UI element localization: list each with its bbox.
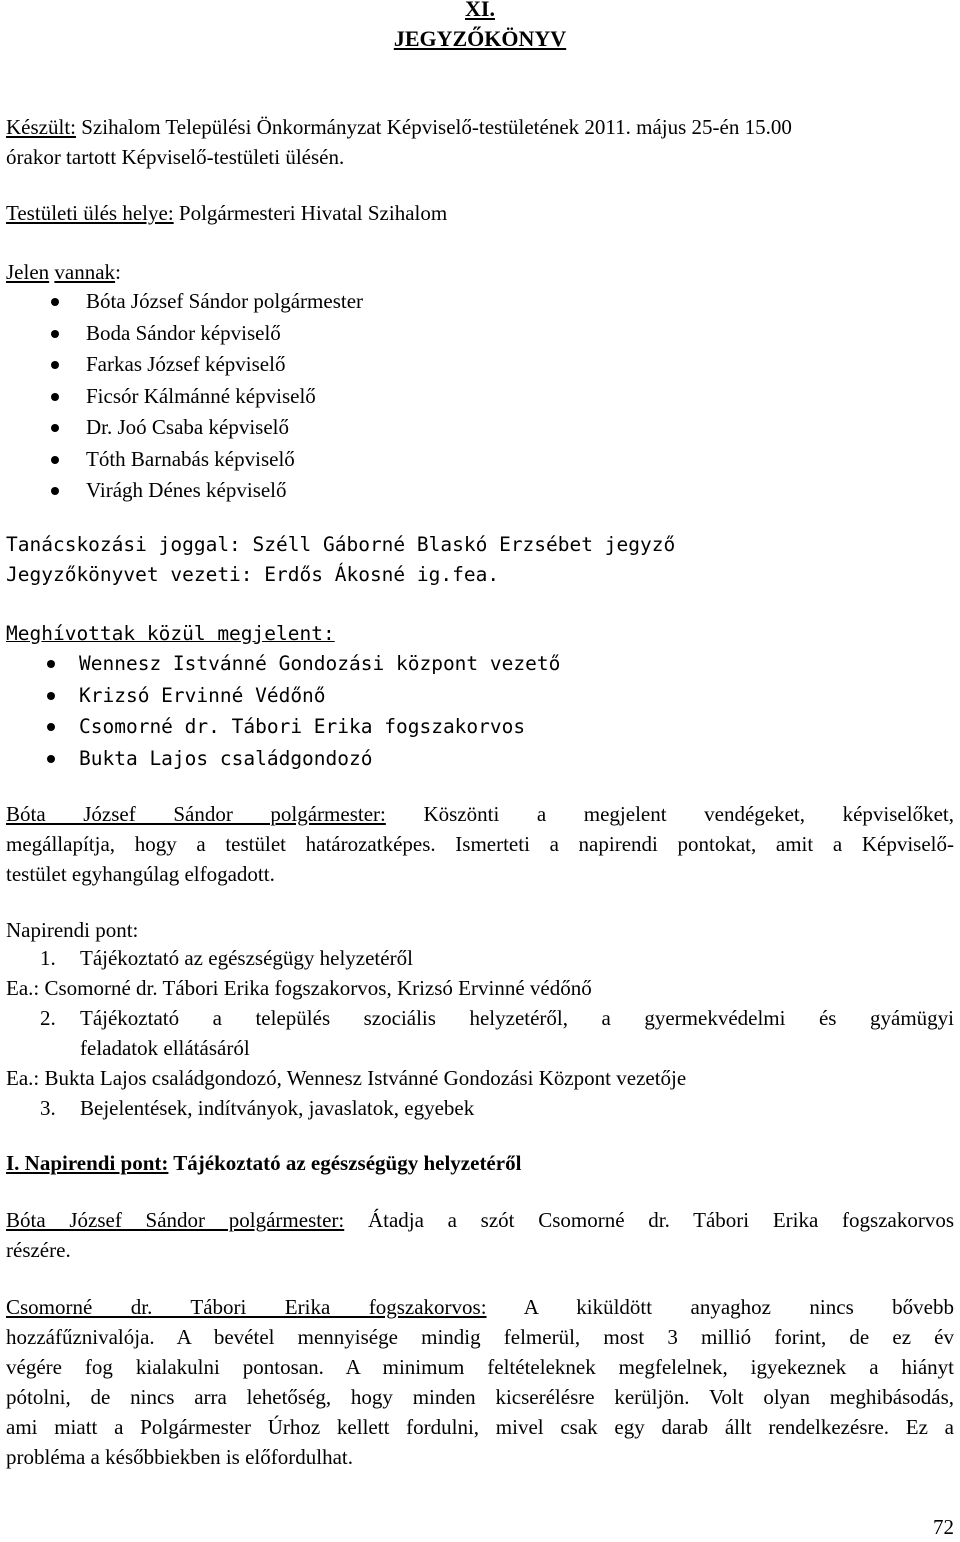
- mayor-handover-paragraph: Bóta József Sándor polgármester: Átadja a szót Csomorné dr. Tábori Erika fogszakorvos részére.: [6, 1208, 954, 1262]
- agenda-item: 2. Tájékoztató a település szociális helyzetéről, a gyermekvédelmi és gyámügyi: [40, 1006, 954, 1030]
- location-value: Polgármesteri Hivatal Szihalom: [173, 201, 448, 225]
- speaker-label: Bóta József Sándor polgármester:: [6, 802, 386, 826]
- section-heading: I. Napirendi pont: Tájékoztató az egészségügy helyzetéről: [6, 1151, 522, 1175]
- page-number: 72: [933, 1515, 954, 1539]
- speaker-label: Csomorné dr. Tábori Erika fogszakorvos:: [6, 1295, 487, 1319]
- list-item: Farkas József képviselő: [6, 349, 363, 381]
- present-label: Jelen vannak:: [6, 260, 121, 284]
- minutes-by-line: Jegyzőkönyvet vezeti: Erdős Ákosné ig.fea.: [6, 563, 500, 586]
- invited-label: Meghívottak közül megjelent:: [6, 622, 335, 645]
- agenda-list: 1. Tájékoztató az egészségügy helyzetéről Ea.: Csomorné dr. Tábori Erika fogszakorvos, Krizsó Ervinné védőnő 2. Tájékoztató a település szociális helyzetéről, a gyermekvédelmi és gyámügyi feladatok ellátásáról Ea.: Bukta Lajos családgondozó, Wennesz Istvánné Gondozási Központ vezetője 3. Bejelentések, indítványok, javaslatok, egyebek: [6, 943, 954, 1123]
- list-item: Dr. Joó Csaba képviselő: [6, 412, 363, 444]
- dentist-paragraph: Csomorné dr. Tábori Erika fogszakorvos: A kiküldött anyaghoz nincs bővebb hozzáfűznivalója. A bevétel mennyisége mindig felmerül, most 3 millió forint, de ez év végére fog kialakulni pontosan. A minimum feltételeknek megfelelnek, igyekeznek a hiányt pótolni, de nincs arra lehetőség, hogy minden kicserélésre kerüljön. Volt olyan meghibásodás, ami miatt a Polgármester Úrhoz kellett fordulni, mivel csak egy darab állt rendelkezésre. Ez a probléma a későbbiekben is előfordulhat.: [6, 1295, 954, 1469]
- list-item: Krizsó Ervinné Védőnő: [6, 680, 560, 712]
- mayor-opening-paragraph: Bóta József Sándor polgármester: Köszönti a megjelent vendégeket, képviselőket, megállapítja, hogy a testület határozatképes. Ismerteti a napirendi pontokat, amit a Képviselő- testület egyhangúlag elfogadott.: [6, 802, 954, 886]
- document-title: JEGYZŐKÖNYV: [393, 26, 567, 51]
- list-item: Bukta Lajos családgondozó: [6, 743, 560, 775]
- intro-text: Szihalom Települési Önkormányzat Képviselő-testületének 2011. május 25-én 15.00: [75, 115, 792, 139]
- agenda-label: Napirendi pont:: [6, 918, 139, 942]
- location-label: Testületi ülés helye:: [6, 201, 174, 225]
- list-item: Bóta József Sándor polgármester: [6, 286, 363, 318]
- list-item: Csomorné dr. Tábori Erika fogszakorvos: [6, 711, 560, 743]
- invited-list: [6, 648, 560, 774]
- agenda-presenter: Ea.: Bukta Lajos családgondozó, Wennesz Istvánné Gondozási Központ vezetője: [6, 1066, 687, 1090]
- document-header: [0, 0, 960, 54]
- chapter-number: XI.: [465, 0, 495, 21]
- speaker-label: Bóta József Sándor polgármester:: [6, 1208, 345, 1232]
- list-item: Wennesz Istvánné Gondozási központ vezető: [6, 648, 560, 680]
- intro-label: Készült:: [6, 115, 76, 139]
- intro-paragraph: [6, 112, 954, 172]
- list-item: Ficsór Kálmánné képviselő: [6, 381, 363, 413]
- agenda-item: 1. Tájékoztató az egészségügy helyzetéről: [40, 946, 413, 970]
- intro-text-line2: órakor tartott Képviselő-testületi ülésén.: [6, 145, 345, 169]
- present-list: [6, 286, 363, 507]
- agenda-presenter: Ea.: Csomorné dr. Tábori Erika fogszakorvos, Krizsó Ervinné védőnő: [6, 976, 592, 1000]
- list-item: Boda Sándor képviselő: [6, 318, 363, 350]
- location-line: [6, 198, 954, 228]
- advisory-line: Tanácskozási joggal: Széll Gáborné Blaskó Erzsébet jegyző: [6, 533, 676, 556]
- list-item: Virágh Dénes képviselő: [6, 475, 363, 507]
- list-item: Tóth Barnabás képviselő: [6, 444, 363, 476]
- agenda-item: 3. Bejelentések, indítványok, javaslatok, egyebek: [40, 1096, 475, 1120]
